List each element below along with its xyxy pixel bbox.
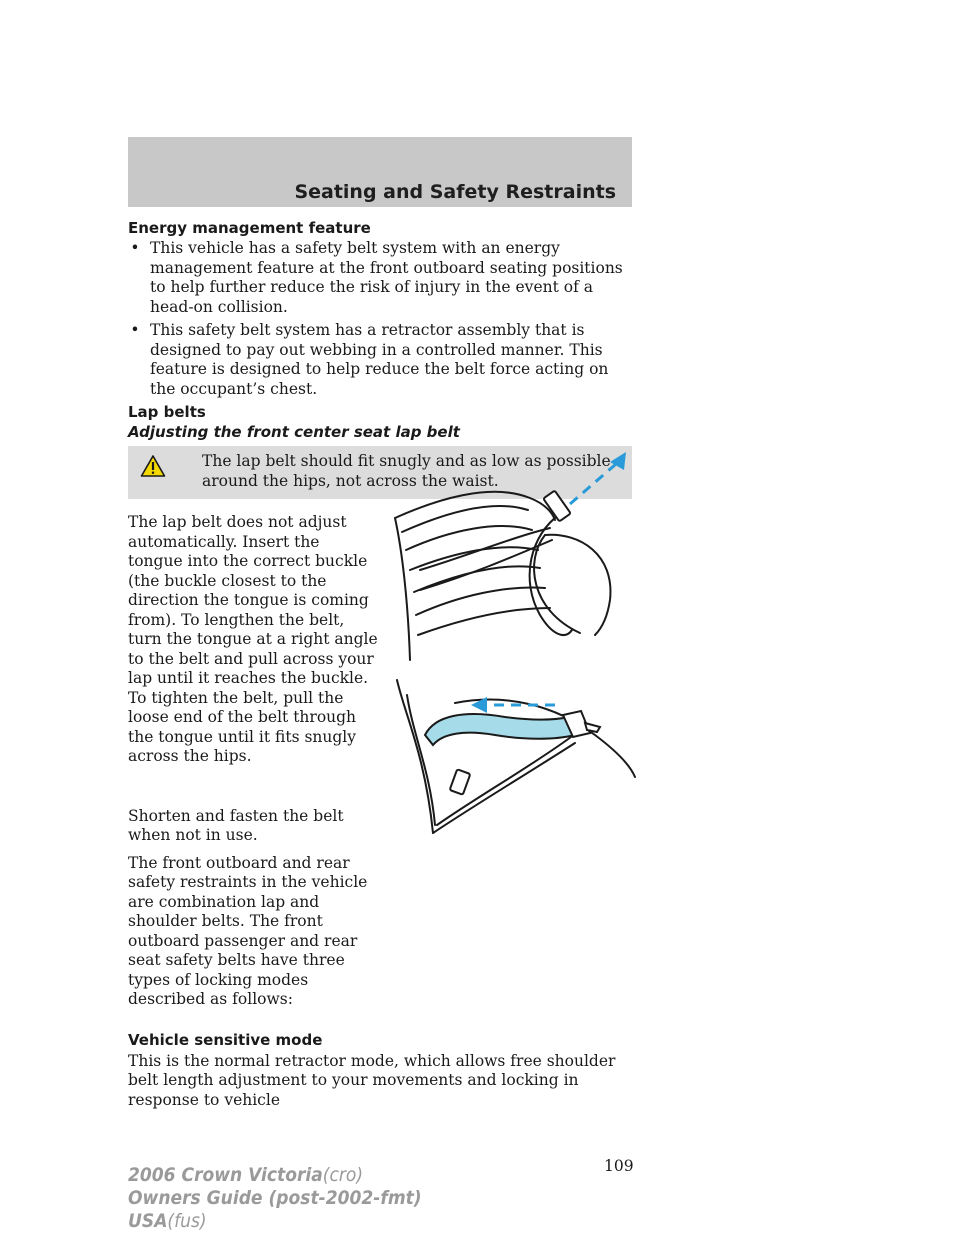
lap-belt-instructions: The lap belt does not adjust automatically. Insert the tongue into the correct buckle (the buckle closest to the direction the tongue is coming from). To lengthen the belt, turn the tongue at a right angle to the belt and pull across your lap until it reaches the buckle. To tighten the belt, pull the loose end of the belt through the tongue until it fits snugly across the hips. [128,513,378,765]
footer [128,1164,422,1233]
footer-model-code: (cro) [322,1164,363,1186]
bullet-text: This vehicle has a safety belt system with an energy management feature at the front outboard seating positions to help further reduce the risk of injury in the event of a head-on collision. [150,239,623,316]
bullet-icon: • [130,239,140,257]
lap-belt-lengthen-illustration [380,440,640,665]
shorten-belt-note: Shorten and fasten the belt when not in use. [128,806,344,844]
footer-model: 2006 Crown Victoria [128,1164,323,1186]
footer-line-2 [128,1187,422,1210]
vehicle-sensitive-text: This is the normal retractor mode, which allows free shoulder belt length adjustment to your movements and locking in response to vehicle [128,1051,616,1109]
locking-modes-intro: The front outboard and rear safety restraints in the vehicle are combination lap and shoulder belts. The front outboard passenger and rear seat safety belts have three types of locking modes described as follows: [128,853,368,1008]
footer-guide: Owners Guide (post-2002-fmt) [128,1187,422,1209]
belt-webbing [425,714,575,745]
bullet-icon: • [130,321,140,339]
header-band [128,137,632,207]
warning-icon [140,454,166,478]
footer-line-3 [128,1210,422,1233]
lap-belt-shorten-illustration [385,675,640,840]
footer-market: USA [128,1210,168,1232]
lap-belt-subheading: Adjusting the front center seat lap belt [128,423,460,441]
footer-market-code: (fus) [167,1210,207,1232]
energy-heading: Energy management feature [128,219,371,237]
bullet-text: This safety belt system has a retractor assembly that is designed to pay out webbing in a controlled manner. This feature is designed to help reduce the belt force acting on the occupant’s chest. [150,321,609,398]
section-title: Seating and Safety Restraints [294,181,616,203]
footer-line-1 [128,1164,422,1187]
vehicle-sensitive-heading: Vehicle sensitive mode [128,1030,323,1049]
lap-belts-heading: Lap belts [128,403,206,421]
page-number: 109 [604,1157,634,1175]
list-item [128,321,632,399]
warning-text: The lap belt should fit snugly and as low as possible around the hips, not across the waist. [202,452,611,490]
list-item [128,239,632,317]
